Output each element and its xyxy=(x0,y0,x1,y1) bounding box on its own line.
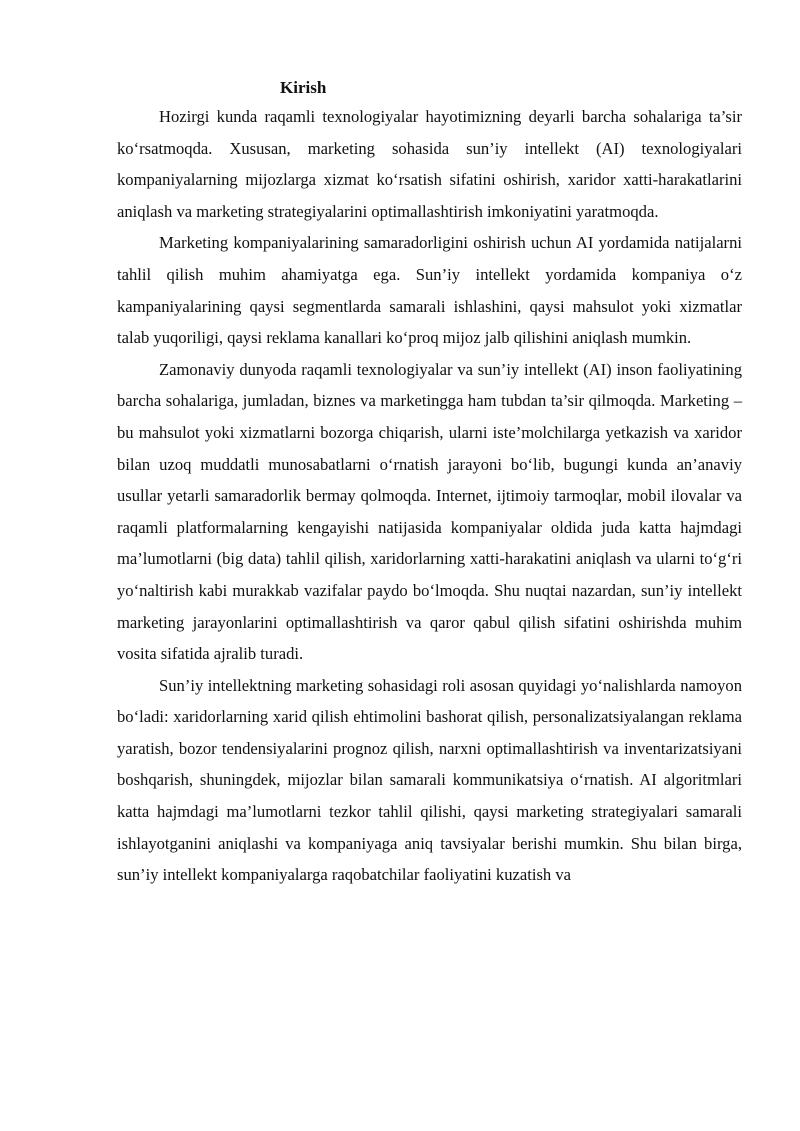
paragraph-4: Sun’iy intellektning marketing sohasidagi roli asosan quyidagi yo‘nalishlarda namoyon bo‘ladi: xaridorlarning xarid qilish ehtimolini bashorat qilish, personalizatsiyalangan reklama yaratish, bozor tendensiyalarini prognoz qilish, narxni optimallashtirish va inventarizatsiyani boshqarish, shuningdek, mijozlar bilan samarali kommunikatsiya o‘rnatish. AI algoritmlari katta hajmdagi ma’lumotlarni tezkor tahlil qilishi, qaysi marketing strategiyalari samarali ishlayotganini aniqlashi va kompaniyaga aniq tavsiyalar berishi mumkin. Shu bilan birga, sun’iy intellekt kompaniyalarga raqobatchilar faoliyatini kuzatish va xyxy=(117,675,742,885)
paragraph-2: Marketing kompaniyalarining samaradorligini oshirish uchun AI yordamida natijalarni tahlil qilish muhim ahamiyatga ega. Sun’iy intellekt yordamida kompaniya o‘z kampaniyalarining qaysi segmentlarda samarali ishlashini, qaysi mahsulot yoki xizmatlar talab yuqoriligi, qaysi reklama kanallari ko‘proq mijoz jalb qilishini aniqlash mumkin. xyxy=(117,233,742,348)
paragraph-1: Hozirgi kunda raqamli texnologiyalar hayotimizning deyarli barcha sohalariga ta’sir ko‘rsatmoqda. Xususan, marketing sohasida sun’iy intellekt (AI) texnologiyalari kompaniyalarning mijozlarga xizmat ko‘rsatish sifatini oshirish, xaridor xatti-harakatlarini aniqlash va marketing strategiyalarini optimallashtirish imkoniyatini yaratmoqda. xyxy=(117,107,742,221)
paragraph-3: Zamonaviy dunyoda raqamli texnologiyalar va sun’iy intellekt (AI) inson faoliyatining barcha sohalariga, jumladan, biznes va marketingga ham tubdan ta’sir qilmoqda. Marketing – bu mahsulot yoki xizmatlarni bozorga chiqarish, ularni iste’molchilarga yetkazish va xaridor bilan uzoq muddatli munosabatlarni o‘rnatish jarayoni bo‘lib, bugungi kunda an’anaviy usullar yetarli samaradorlik bermay qolmoqda. Internet, ijtimoiy tarmoqlar, mobil ilovalar va raqamli platformalarning kengayishi natijasida kompaniyalar oldida juda katta hajmdagi ma’lumotlarni (big data) tahlil qilish, xaridorlarning xatti-harakatini aniqlash va ularni to‘g‘ri yo‘naltirish kabi murakkab vazifalar paydo bo‘lmoqda. Shu nuqtai nazardan, sun’iy intellekt marketing jarayonlarini optimallashtirish va qaror qabul qilish sifatini oshirishda muhim vosita sifatida ajralib turadi. xyxy=(117,359,742,664)
document-page xyxy=(117,75,742,891)
section-heading: Kirish xyxy=(280,78,327,97)
